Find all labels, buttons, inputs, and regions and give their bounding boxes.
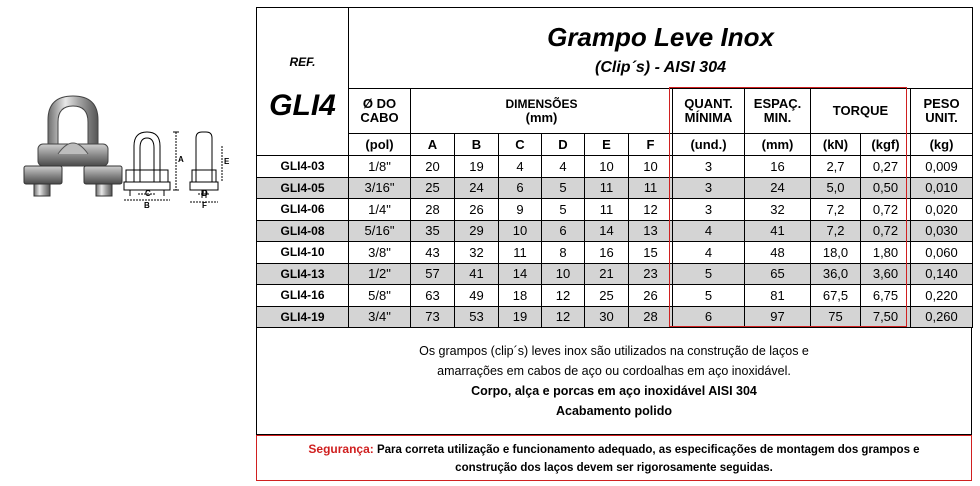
dim-label-d: D (202, 189, 208, 198)
table-cell: 32 (745, 199, 811, 221)
table-cell: 23 (629, 263, 673, 285)
header-dimensoes: DIMENSÕES (mm) (411, 89, 673, 134)
units-row (257, 134, 973, 156)
row-ref-code: GLI4-03 (257, 156, 349, 178)
table-cell: 5 (542, 177, 585, 199)
table-cell: 11 (585, 177, 629, 199)
table-cell: 4 (673, 242, 745, 264)
table-cell: 16 (745, 156, 811, 178)
table-cell: 5/16" (349, 220, 411, 242)
table-cell: 0,50 (861, 177, 911, 199)
table-cell: 10 (499, 220, 542, 242)
unit-cell: (kg) (911, 134, 973, 156)
unit-cell: (kgf) (861, 134, 911, 156)
table-cell: 24 (745, 177, 811, 199)
unit-cell: D (542, 134, 585, 156)
safety-label: Segurança: (308, 442, 374, 456)
table-cell: 35 (411, 220, 455, 242)
table-cell: 18 (499, 285, 542, 307)
dim-label-e: E (224, 157, 230, 166)
table-cell: 0,27 (861, 156, 911, 178)
description-box (256, 327, 972, 435)
row-ref-code: GLI4-06 (257, 199, 349, 221)
table-cell: 43 (411, 242, 455, 264)
table-cell: 12 (629, 199, 673, 221)
description-material: Corpo, alça e porcas em aço inoxidável AISI 304 (471, 384, 757, 398)
table-cell: 25 (411, 177, 455, 199)
table-cell: 41 (745, 220, 811, 242)
table-cell: 3 (673, 177, 745, 199)
unit-cell: A (411, 134, 455, 156)
table-cell: 24 (455, 177, 499, 199)
table-cell: 10 (542, 263, 585, 285)
table-cell: 75 (811, 306, 861, 328)
table-cell: 65 (745, 263, 811, 285)
table-cell: 21 (585, 263, 629, 285)
table-cell: 7,2 (811, 199, 861, 221)
table-cell: 0,020 (911, 199, 973, 221)
table-cell: 0,010 (911, 177, 973, 199)
unit-cell: B (455, 134, 499, 156)
table-cell: 12 (542, 285, 585, 307)
page-title: Grampo Leve Inox (547, 22, 774, 52)
header-cabo: Ø DO CABO (349, 89, 411, 134)
table-cell: 14 (585, 220, 629, 242)
table-cell: 11 (585, 199, 629, 221)
row-ref-code: GLI4-10 (257, 242, 349, 264)
dim-label-a: A (178, 155, 184, 164)
table-cell: 5 (542, 199, 585, 221)
dim-label-b: B (144, 201, 150, 208)
table-cell: 1/4" (349, 199, 411, 221)
table-cell: 0,140 (911, 263, 973, 285)
table-cell: 29 (455, 220, 499, 242)
header-espac: ESPAÇ. MIN. (745, 89, 811, 134)
table-row (257, 177, 973, 199)
table-cell: 36,0 (811, 263, 861, 285)
page-subtitle: (Clip´s) - AISI 304 (595, 59, 726, 76)
row-ref-code: GLI4-08 (257, 220, 349, 242)
table-row (257, 242, 973, 264)
unit-cell: E (585, 134, 629, 156)
ref-cell (257, 8, 349, 89)
table-cell: 81 (745, 285, 811, 307)
table-cell: 25 (585, 285, 629, 307)
unit-cell: (kN) (811, 134, 861, 156)
table-cell: 67,5 (811, 285, 861, 307)
table-cell: 57 (411, 263, 455, 285)
table-cell: 0,72 (861, 220, 911, 242)
unit-cell: (mm) (745, 134, 811, 156)
header-torque: TORQUE (811, 89, 911, 134)
table-cell: 14 (499, 263, 542, 285)
table-cell: 32 (455, 242, 499, 264)
spec-sheet (256, 7, 972, 481)
description-finish: Acabamento polido (556, 404, 672, 418)
table-cell: 0,72 (861, 199, 911, 221)
safety-text: construção dos laços devem ser rigorosamente seguidas. (455, 462, 773, 474)
table-cell: 53 (455, 306, 499, 328)
table-cell: 18,0 (811, 242, 861, 264)
table-cell: 7,2 (811, 220, 861, 242)
table-body (257, 156, 973, 328)
ref-label: REF. (289, 55, 316, 70)
spec-table (256, 7, 973, 328)
table-cell: 73 (411, 306, 455, 328)
row-ref-code: GLI4-19 (257, 306, 349, 328)
table-row (257, 199, 973, 221)
unit-cell: C (499, 134, 542, 156)
table-cell: 12 (542, 306, 585, 328)
wire-rope-clip-photo (18, 92, 128, 202)
table-cell: 16 (585, 242, 629, 264)
table-cell: 28 (411, 199, 455, 221)
table-cell: 5/8" (349, 285, 411, 307)
table-cell: 11 (499, 242, 542, 264)
table-cell: 13 (629, 220, 673, 242)
table-cell: 10 (585, 156, 629, 178)
table-cell: 11 (629, 177, 673, 199)
table-cell: 20 (411, 156, 455, 178)
table-cell: 41 (455, 263, 499, 285)
table-cell: 4 (499, 156, 542, 178)
safety-box (256, 435, 972, 481)
table-cell: 48 (745, 242, 811, 264)
table-cell: 1,80 (861, 242, 911, 264)
table-cell: 49 (455, 285, 499, 307)
table-cell: 15 (629, 242, 673, 264)
table-cell: 8 (542, 242, 585, 264)
table-cell: 26 (629, 285, 673, 307)
table-cell: 30 (585, 306, 629, 328)
description-line: Os grampos (clip´s) leves inox são utilizados na construção de laços e (419, 344, 809, 358)
ref-code: GLI4 (269, 88, 336, 122)
ref-code-cell (257, 89, 349, 134)
table-cell: 26 (455, 199, 499, 221)
table-cell: 5 (673, 285, 745, 307)
table-cell: 63 (411, 285, 455, 307)
table-cell: 4 (542, 156, 585, 178)
title-cell (349, 8, 973, 89)
unit-cell: (pol) (349, 134, 411, 156)
table-cell: 19 (455, 156, 499, 178)
header-peso: PESO UNIT. (911, 89, 973, 134)
row-ref-code: GLI4-13 (257, 263, 349, 285)
table-cell: 3/4" (349, 306, 411, 328)
table-row (257, 306, 973, 328)
table-cell: 0,009 (911, 156, 973, 178)
table-cell: 1/2" (349, 263, 411, 285)
table-cell: 19 (499, 306, 542, 328)
unit-cell: (und.) (673, 134, 745, 156)
table-cell: 97 (745, 306, 811, 328)
table-row (257, 220, 973, 242)
table-cell: 5,0 (811, 177, 861, 199)
table-cell: 0,060 (911, 242, 973, 264)
unit-cell: F (629, 134, 673, 156)
table-cell: 2,7 (811, 156, 861, 178)
table-cell: 3 (673, 199, 745, 221)
table-cell: 5 (673, 263, 745, 285)
table-cell: 7,50 (861, 306, 911, 328)
table-cell: 4 (673, 220, 745, 242)
dim-label-c: C (145, 189, 151, 198)
table-row (257, 263, 973, 285)
table-cell: 3 (673, 156, 745, 178)
table-cell: 3,60 (861, 263, 911, 285)
table-cell: 10 (629, 156, 673, 178)
table-cell: 3/16" (349, 177, 411, 199)
description-line: amarrações em cabos de aço ou cordoalhas em aço inoxidável. (437, 364, 791, 378)
safety-text: Para correta utilização e funcionamento adequado, as especificações de montagem dos grampos e (376, 444, 920, 456)
row-ref-code: GLI4-05 (257, 177, 349, 199)
table-row (257, 156, 973, 178)
dim-label-f: F (202, 201, 207, 208)
table-cell: 0,260 (911, 306, 973, 328)
table-cell: 28 (629, 306, 673, 328)
table-cell: 3/8" (349, 242, 411, 264)
table-cell: 6 (499, 177, 542, 199)
dimension-drawing (118, 126, 233, 208)
table-cell: 9 (499, 199, 542, 221)
table-cell: 0,030 (911, 220, 973, 242)
header-quant: QUANT. MÍNIMA (673, 89, 745, 134)
table-cell: 6,75 (861, 285, 911, 307)
table-cell: 1/8" (349, 156, 411, 178)
table-cell: 6 (673, 306, 745, 328)
table-cell: 6 (542, 220, 585, 242)
table-cell: 0,220 (911, 285, 973, 307)
row-ref-code: GLI4-16 (257, 285, 349, 307)
table-row (257, 285, 973, 307)
